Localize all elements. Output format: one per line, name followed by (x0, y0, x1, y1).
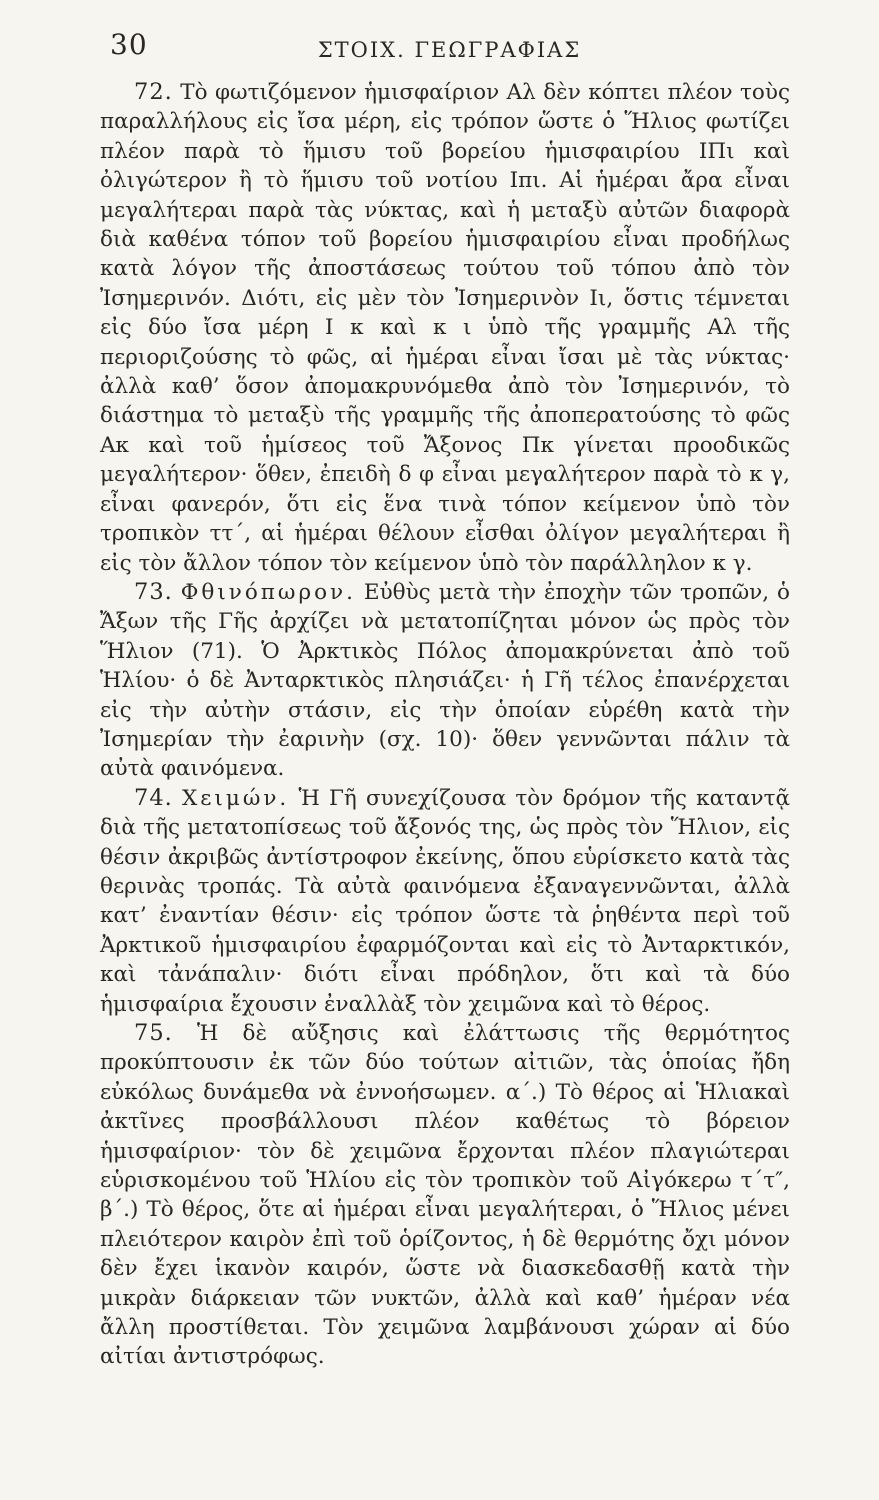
paragraph-text: Ἡ δὲ αὔξησις καὶ ἐλάττωσις τῆς θερμότητος προκύπτουσιν ἐκ τῶν δύο τούτων αἰτιῶν, τὰς ὁποίας ἤδη εὐκόλως δυνάμεθα νὰ ἐννοήσωμεν. α΄.) Τὸ θέρος αἱ Ἡλιακαὶ ἀκτῖνες προσβάλλουσι πλέον καθέτως τὸ βόρειον ἡμισφαίριον· τὸν δὲ χειμῶνα ἔρχονται πλέον πλαγιώτεραι εὑρισκομένου τοῦ Ἡλίου εἰς τὸν τροπικὸν τοῦ Αἰγόκερω τ΄τ″, β΄.) Τὸ θέρος, ὅτε αἱ ἡμέραι εἶναι μεγαλήτεραι, ὁ Ἥλιος μένει πλειότερον καιρὸν ἐπὶ τοῦ ὁρίζοντος, ἡ δὲ θερμότης ὄχι μόνον δὲν ἔχει ἱκανὸν καιρόν, ὥστε νὰ διασκεδασθῇ κατὰ τὴν μικρὰν διάρκειαν τῶν νυκτῶν, ἀλλὰ καὶ καθ’ ἡμέραν νέα ἄλλη προστίθεται. Τὸν χειμῶνα λαμβάνουσι χώραν αἱ δύο αἰτίαι ἀντιστρόφως. (100, 1021, 790, 1370)
section-heading-autumn: Φθινόπωρον. (180, 579, 356, 605)
paragraph-number: 74. (134, 784, 173, 811)
paragraph-text: Εὐθὺς μετὰ τὴν ἐποχὴν τῶν τροπῶν, ὁ Ἄξων τῆς Γῆς ἀρχίζει νὰ μετατοπίζηται μόνον ὡς πρὸς τὸν Ἥλιον (71). Ὁ Ἀρκτικὸς Πόλος ἀπομακρύνεται ἀπὸ τοῦ Ἡλίου· ὁ δὲ Ἀνταρκτικὸς πλησιάζει· ἡ Γῆ τέλος ἐπανέρχεται εἰς τὴν αὐτὴν στάσιν, εἰς τὴν ὁποίαν εὑρέθη κατὰ τὴν Ἰσημερίαν τὴν ἐαρινὴν (σχ. 10)· ὅθεν γεννῶνται πάλιν τὰ αὐτὰ φαινόμενα. (100, 579, 790, 782)
paragraph-73 (100, 578, 790, 784)
page-number: 30 (110, 28, 148, 61)
paragraph-number: 73. (134, 578, 173, 605)
paragraph-75 (100, 1019, 790, 1372)
running-head (100, 22, 799, 68)
paragraph-text: Ἡ Γῆ συνεχίζουσα τὸν δρόμον τῆς καταντᾷ διὰ τῆς μετατοπίσεως τοῦ ἄξονός της, ὡς πρὸς τὸν Ἥλιον, εἰς θέσιν ἀκριβῶς ἀντίστροφον ἐκείνης, ὅπου εὑρίσκετο κατὰ τὰς θερινὰς τροπάς. Τὰ αὐτὰ φαινόμενα ἐξαναγεννῶνται, ἀλλὰ κατ’ ἐναντίαν θέσιν· εἰς τρόπον ὥστε τὰ ῥηθέντα περὶ τοῦ Ἀρκτικοῦ ἡμισφαιρίου ἐφαρμόζονται καὶ εἰς τὸ Ἀνταρκτικόν, καὶ τἀνάπαλιν· διότι εἶναι πρόδηλον, ὅτι καὶ τὰ δύο ἡμισφαίρια ἔχουσιν ἐναλλὰξ τὸν χειμῶνα καὶ τὸ θέρος. (100, 785, 790, 1017)
running-title: ΣΤΟΙΧ. ΓΕΩΓΡΑΦΙΑΣ (317, 38, 582, 62)
paragraph-72 (100, 78, 790, 578)
body-text (100, 78, 790, 1372)
paragraph-74 (100, 784, 790, 1019)
section-heading-winter: Χειμών. (181, 785, 290, 811)
paragraph-number: 72. (134, 79, 173, 105)
paragraph-number: 75. (134, 1020, 173, 1046)
paragraph-text: Τὸ φωτιζόμενον ἡμισφαίριον Αλ δὲν κόπτει πλέον τοὺς παραλλήλους εἰς ἴσα μέρη, εἰς τρόπον ὥστε ὁ Ἥλιος φωτίζει πλέον παρὰ τὸ ἥμισυ τοῦ βορείου ἡμισφαιρίου ΙΠι καὶ ὀλιγώτερον ἢ τὸ ἥμισυ τοῦ νοτίου Ιπι. Αἱ ἡμέραι ἄρα εἶναι μεγαλήτεραι παρὰ τὰς νύκτας, καὶ ἡ μεταξὺ αὐτῶν διαφορὰ διὰ καθένα τόπον τοῦ βορείου ἡμισφαιρίου εἶναι προδήλως κατὰ λόγον τῆς ἀποστάσεως τούτου τοῦ τόπου ἀπὸ τὸν Ἰσημερινόν. Διότι, εἰς μὲν τὸν Ἰσημερινὸν Ιι, ὅστις τέμνεται εἰς δύο ἴσα μέρη Ι κ καὶ κ ι ὑπὸ τῆς γραμμῆς Αλ τῆς περιοριζούσης τὸ φῶς, αἱ ἡμέραι εἶναι ἴσαι μὲ τὰς νύκτας· ἀλλὰ καθ’ ὅσον ἀπομακρυνόμεθα ἀπὸ τὸν Ἰσημερινόν, τὸ διάστημα τὸ μεταξὺ τῆς γραμμῆς τῆς ἀποπερατούσης τὸ φῶς Ακ καὶ τοῦ ἡμίσεος τοῦ Ἄξονος Πκ γίνεται προοδικῶς μεγαλήτερον· ὅθεν, ἐπειδὴ δ φ εἶναι μεγαλήτερον παρὰ τὸ κ γ, εἶναι φανερόν, ὅτι εἰς ἕνα τινὰ τόπον κείμενον ὑπὸ τὸν τροπικὸν ττ΄, αἱ ἡμέραι θέλουν εἶσθαι ὀλίγον μεγαλήτεραι ἢ εἰς τὸν ἄλλον τόπον τὸν κείμενον ὑπὸ τὸν παράλληλον κ γ. (100, 80, 790, 576)
